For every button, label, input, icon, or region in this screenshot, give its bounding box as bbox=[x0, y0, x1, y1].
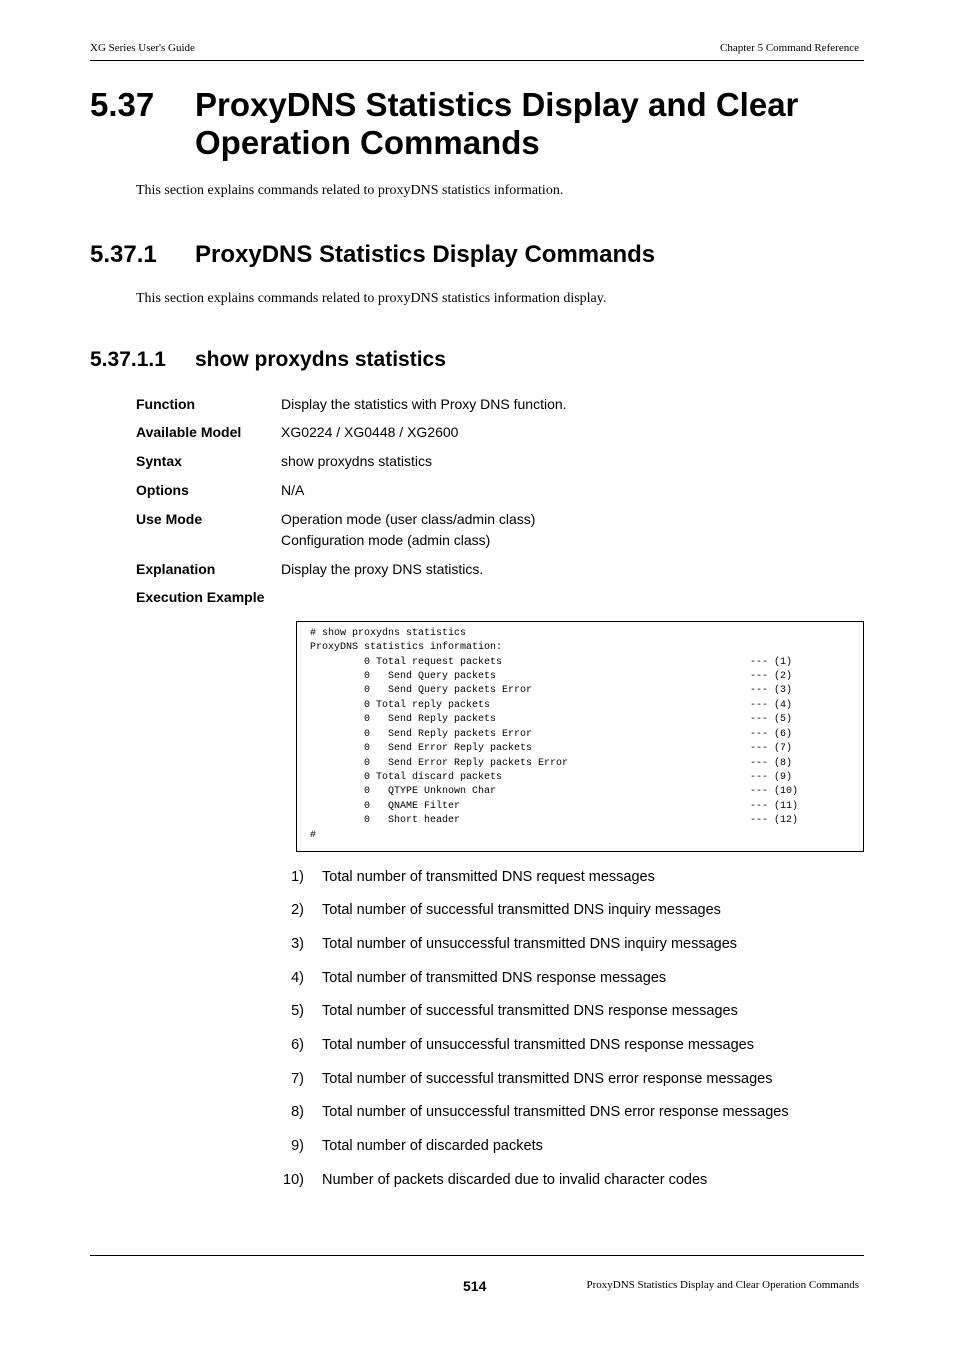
code-ref: --- (5) bbox=[750, 714, 793, 725]
code-line: 0 Short header bbox=[310, 815, 461, 826]
def-term-explanation: Explanation bbox=[136, 561, 216, 577]
list-number: 1) bbox=[291, 869, 304, 885]
list-text: Total number of transmitted DNS response messages bbox=[322, 970, 667, 986]
def-term-use-mode: Use Mode bbox=[136, 511, 203, 527]
code-line: # show proxydns statistics bbox=[310, 628, 467, 639]
list-text: Total number of unsuccessful transmitted DNS response messages bbox=[322, 1037, 754, 1053]
list-number: 4) bbox=[291, 970, 304, 986]
running-header-right: Chapter 5 Command Reference bbox=[720, 42, 859, 54]
page-number: 514 bbox=[463, 1278, 487, 1294]
subsection-title: ProxyDNS Statistics Display Commands bbox=[195, 241, 656, 268]
def-value-available-model: XG0224 / XG0448 / XG2600 bbox=[281, 424, 459, 440]
subsubsection-title: show proxydns statistics bbox=[195, 348, 446, 371]
code-line: 0 Send Query packets bbox=[310, 671, 497, 682]
code-line: 0 QTYPE Unknown Char bbox=[310, 786, 497, 797]
code-line: # bbox=[310, 830, 317, 841]
list-text: Total number of unsuccessful transmitted DNS error response messages bbox=[322, 1104, 789, 1120]
def-term-execution-example: Execution Example bbox=[136, 589, 265, 605]
def-value-use-mode-1: Operation mode (user class/admin class) bbox=[281, 511, 536, 527]
list-number: 6) bbox=[291, 1037, 304, 1053]
list-number: 10) bbox=[283, 1172, 304, 1188]
code-line: 0 Total request packets bbox=[310, 657, 503, 668]
code-line: 0 Send Error Reply packets bbox=[310, 743, 533, 754]
subsection-intro: This section explains commands related to proxyDNS statistics information display. bbox=[136, 291, 607, 306]
list-number: 9) bbox=[291, 1138, 304, 1154]
list-text: Total number of discarded packets bbox=[322, 1138, 543, 1154]
code-ref: --- (7) bbox=[750, 743, 793, 754]
list-number: 5) bbox=[291, 1003, 304, 1019]
def-value-syntax: show proxydns statistics bbox=[281, 453, 432, 469]
footer-rule bbox=[90, 1255, 864, 1256]
subsubsection-heading bbox=[90, 348, 446, 372]
code-ref: --- (2) bbox=[750, 671, 793, 682]
list-number: 7) bbox=[291, 1071, 304, 1087]
list-text: Total number of successful transmitted DNS inquiry messages bbox=[322, 902, 721, 918]
code-ref: --- (4) bbox=[750, 700, 793, 711]
def-value-options: N/A bbox=[281, 482, 305, 498]
def-value-use-mode-2: Configuration mode (admin class) bbox=[281, 532, 491, 548]
code-line: 0 Total discard packets bbox=[310, 772, 503, 783]
section-number: 5.37 bbox=[90, 86, 155, 123]
code-ref: --- (11) bbox=[750, 801, 799, 812]
list-number: 3) bbox=[291, 936, 304, 952]
section-intro: This section explains commands related to proxyDNS statistics information. bbox=[136, 183, 564, 198]
def-term-function: Function bbox=[136, 396, 196, 412]
code-ref: --- (9) bbox=[750, 772, 793, 783]
running-footer-right: ProxyDNS Statistics Display and Clear Operation Commands bbox=[586, 1279, 859, 1291]
subsection-heading bbox=[90, 241, 656, 269]
subsection-number: 5.37.1 bbox=[90, 241, 157, 268]
header-rule bbox=[90, 60, 864, 61]
list-number: 8) bbox=[291, 1104, 304, 1120]
list-text: Total number of successful transmitted DNS error response messages bbox=[322, 1071, 773, 1087]
list-text: Number of packets discarded due to invalid character codes bbox=[322, 1172, 708, 1188]
def-term-options: Options bbox=[136, 482, 189, 498]
code-line: 0 Send Query packets Error bbox=[310, 685, 533, 696]
list-number: 2) bbox=[291, 902, 304, 918]
code-ref: --- (8) bbox=[750, 758, 793, 769]
code-ref: --- (12) bbox=[750, 815, 799, 826]
execution-example-box bbox=[296, 621, 864, 852]
code-ref: --- (1) bbox=[750, 657, 793, 668]
list-text: Total number of successful transmitted DNS response messages bbox=[322, 1003, 738, 1019]
subsubsection-number: 5.37.1.1 bbox=[90, 348, 166, 371]
code-ref: --- (3) bbox=[750, 685, 793, 696]
section-title: ProxyDNS Statistics Display and Clear Operation Commands bbox=[195, 86, 799, 161]
code-line: 0 Send Error Reply packets Error bbox=[310, 758, 569, 769]
def-term-available-model: Available Model bbox=[136, 424, 242, 440]
code-ref: --- (10) bbox=[750, 786, 799, 797]
code-line: 0 Send Reply packets Error bbox=[310, 729, 533, 740]
list-text: Total number of unsuccessful transmitted DNS inquiry messages bbox=[322, 936, 738, 952]
def-value-explanation: Display the proxy DNS statistics. bbox=[281, 561, 484, 577]
code-line: 0 Send Reply packets bbox=[310, 714, 497, 725]
list-text: Total number of transmitted DNS request messages bbox=[322, 869, 655, 885]
running-header-left: XG Series User's Guide bbox=[90, 42, 195, 54]
def-term-syntax: Syntax bbox=[136, 453, 182, 469]
code-ref: --- (6) bbox=[750, 729, 793, 740]
code-line: 0 QNAME Filter bbox=[310, 801, 461, 812]
def-value-function: Display the statistics with Proxy DNS function. bbox=[281, 396, 567, 412]
code-line: ProxyDNS statistics information: bbox=[310, 642, 503, 653]
code-line: 0 Total reply packets bbox=[310, 700, 491, 711]
